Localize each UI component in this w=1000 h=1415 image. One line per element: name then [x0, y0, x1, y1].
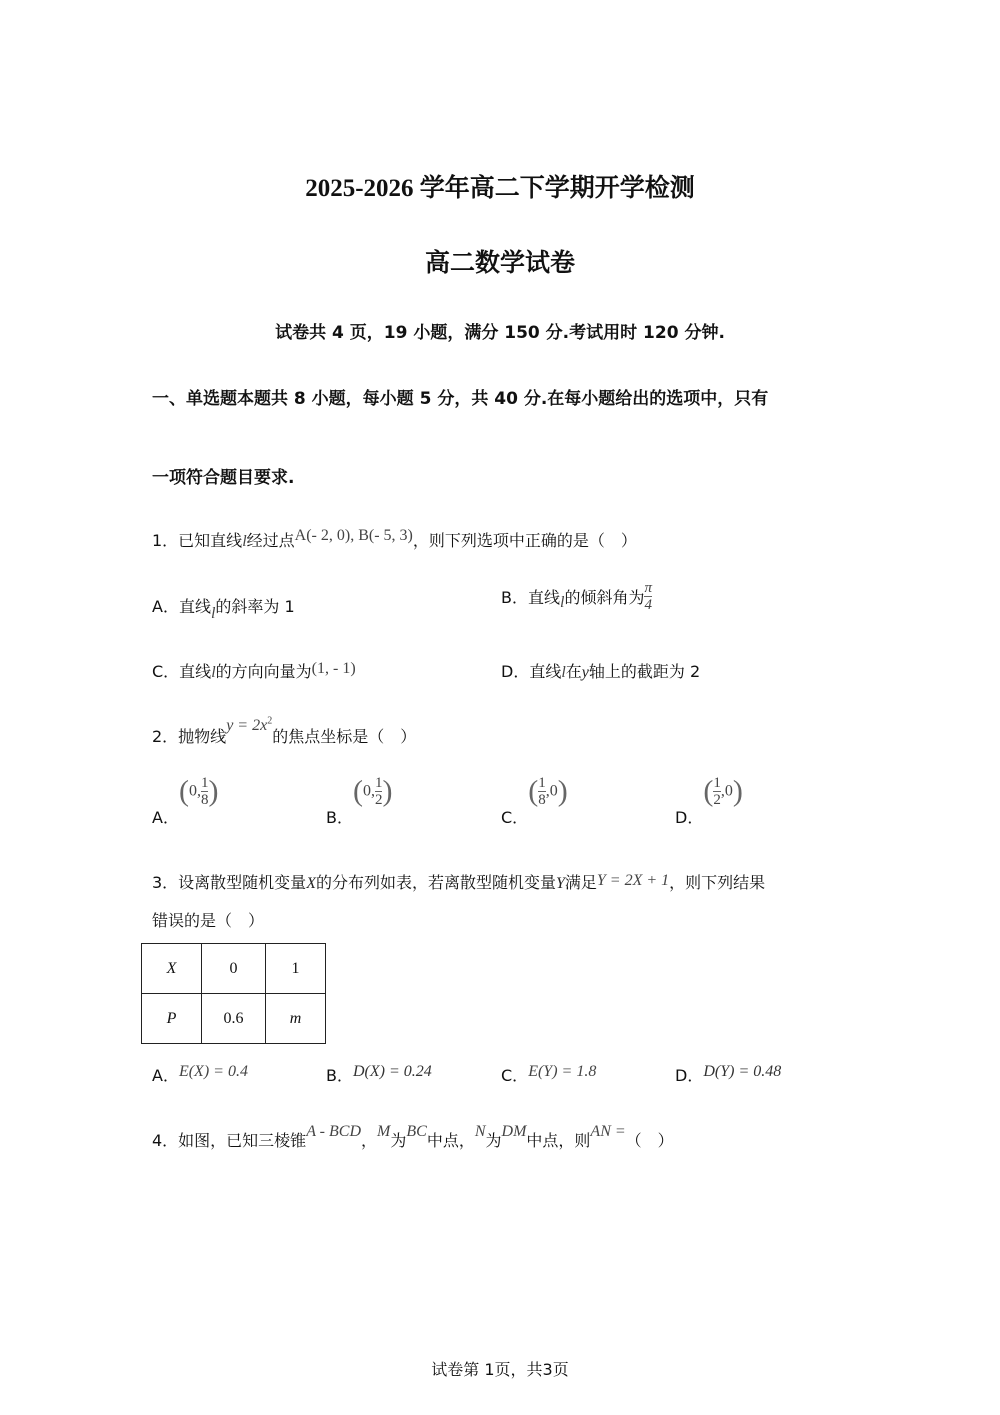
q2-suffix: 的焦点坐标是（ ） [272, 727, 417, 746]
q3-option-a [152, 1063, 248, 1086]
point-y: 0 [724, 782, 733, 800]
q2-c-fraction [538, 775, 546, 808]
paren-right: ) [557, 774, 568, 808]
table-cell: 0 [202, 944, 266, 994]
q1-c-text: 的方向向量为 [215, 662, 312, 681]
distribution-table [141, 943, 326, 1044]
q1-option-a [152, 594, 295, 622]
page-footer: 试卷第 1页，共3页 [431, 1360, 569, 1379]
frac-num: π [644, 580, 652, 596]
q2-option-d [675, 774, 743, 827]
q1-var-l: l [242, 533, 247, 550]
q3-d-math: D(Y) = 0.48 [703, 1063, 782, 1080]
q4-bc: BC [406, 1123, 427, 1140]
q3-var-y: Y [555, 875, 565, 892]
q1-mid: 经过点 [246, 531, 295, 550]
q3-mid: 的分布列如表，若离散型随机变量 [315, 873, 556, 892]
table-cell: 0.6 [202, 994, 266, 1044]
q1-a-var: l [210, 605, 216, 622]
q3-option-d [675, 1063, 781, 1086]
section-heading-line1: 一、单选题本题共 8 小题，每小题 5 分，共 40 分.在每小题给出的选项中，只有 [152, 389, 769, 409]
q4-comma: ， [361, 1131, 378, 1150]
q3-b-math: D(X) = 0.24 [352, 1063, 432, 1080]
q4-tetrahedron: A - BCD [306, 1123, 361, 1140]
frac-den: 2 [374, 792, 383, 808]
option-label: A． [152, 1066, 179, 1085]
q1-option-c [152, 659, 356, 682]
point-y: 0 [549, 782, 558, 800]
table-cell: 1 [266, 944, 326, 994]
q3-mid2: 满足 [564, 873, 597, 892]
table-row [142, 944, 326, 994]
frac-den: 2 [713, 792, 721, 808]
option-label: C．直线 [152, 662, 212, 681]
comma: , [370, 782, 375, 800]
exam-info: 试卷共 4 页，19 小题，满分 150 分.考试用时 120 分钟. [275, 323, 725, 343]
q1-d-text2: 轴上的截距为 2 [588, 662, 701, 681]
option-label: D． [675, 808, 704, 827]
q3-option-c [501, 1063, 596, 1086]
table-cell: X [142, 944, 202, 994]
paren-right: ) [208, 774, 219, 808]
option-label: B．直线 [501, 588, 560, 607]
frac-den: 8 [538, 792, 546, 808]
point-x: 0 [362, 782, 371, 800]
paren-right: ) [732, 774, 743, 808]
q1-a-text: 的斜率为 1 [215, 597, 295, 616]
q4-var-m: M [377, 1123, 391, 1140]
option-label: C． [501, 808, 529, 827]
paren-left: ( [703, 774, 714, 808]
q1-c-math: (1, - 1) [311, 660, 356, 677]
comma: , [196, 782, 201, 800]
q2-prefix: 2．抛物线 [152, 727, 227, 746]
paren-right: ) [382, 774, 393, 808]
option-label: D．直线 [501, 662, 562, 681]
frac-num: 1 [713, 775, 721, 791]
table-cell: P [142, 994, 202, 1044]
q4-mid1: 中点， [426, 1131, 475, 1150]
option-label: A．直线 [152, 597, 211, 616]
q1-b-text: 的倾斜角为 [564, 588, 645, 607]
comma: , [720, 782, 725, 800]
paren-left: ( [528, 774, 539, 808]
question-1-stem [152, 528, 637, 551]
q2-option-c [501, 774, 568, 827]
section-heading-line2: 一项符合题目要求. [152, 468, 295, 488]
q1-d-var: l [561, 664, 566, 681]
option-label: A． [152, 808, 179, 827]
exam-subtitle: 高二数学试卷 [424, 248, 575, 277]
q3-relation: Y = 2X + 1 [596, 872, 670, 889]
option-label: D． [675, 1066, 704, 1085]
q3-prefix: 3．设离散型随机变量 [152, 873, 307, 892]
q3-c-math: E(Y) = 1.8 [528, 1063, 597, 1080]
q3-option-b [326, 1063, 432, 1086]
point-x: 0 [188, 782, 197, 800]
option-label: B． [326, 1066, 353, 1085]
q4-dm: DM [501, 1123, 527, 1140]
q4-an: AN = [590, 1123, 626, 1140]
q1-suffix: ，则下列选项中正确的是（ ） [412, 531, 637, 550]
frac-num: 1 [374, 775, 383, 791]
q2-eq-text: y = 2x [226, 717, 268, 734]
q3-var-x: X [306, 875, 316, 892]
option-label: B． [326, 808, 353, 827]
q2-exponent: 2 [267, 715, 273, 727]
q3-a-math: E(X) = 0.4 [178, 1063, 248, 1080]
q1-b-var: l [559, 593, 565, 611]
question-3-stem-line2: 错误的是（ ） [152, 911, 265, 930]
comma: , [545, 782, 550, 800]
exam-title: 2025-2026 学年高二下学期开学检测 [305, 175, 695, 202]
q2-d-fraction [713, 775, 721, 808]
q1-d-var-y: y [581, 664, 589, 681]
q4-wei1: 为 [390, 1131, 407, 1150]
q4-mid2: 中点，则 [526, 1131, 591, 1150]
question-2-stem [152, 715, 417, 747]
table-cell: m [266, 994, 326, 1044]
frac-num: 1 [538, 775, 546, 791]
paren-left: ( [178, 774, 189, 808]
frac-den: 8 [200, 792, 209, 808]
table-row [142, 994, 326, 1044]
question-3-stem-line1 [152, 870, 765, 893]
question-4-stem [152, 1123, 674, 1151]
q4-wei2: 为 [485, 1131, 502, 1150]
paren-left: ( [352, 774, 363, 808]
q3-suffix: ，则下列结果 [669, 873, 766, 892]
q1-prefix: 1．已知直线 [152, 531, 243, 550]
q1-b-fraction [644, 580, 652, 613]
q2-option-a [152, 774, 219, 827]
q2-option-b [326, 774, 393, 827]
frac-num: 1 [200, 775, 209, 791]
q1-d-text1: 在 [565, 662, 582, 681]
option-label: C． [501, 1066, 529, 1085]
q4-suffix: （ ） [625, 1131, 674, 1150]
q1-points: A(- 2, 0), B(- 5, 3) [294, 527, 413, 544]
q4-var-n: N [474, 1123, 486, 1140]
q1-option-d [501, 659, 700, 682]
q1-option-b [501, 580, 652, 613]
frac-den: 4 [644, 597, 652, 613]
q1-c-var: l [211, 664, 216, 681]
q2-equation [226, 717, 272, 734]
q4-prefix: 4．如图，已知三棱锥 [152, 1131, 307, 1150]
